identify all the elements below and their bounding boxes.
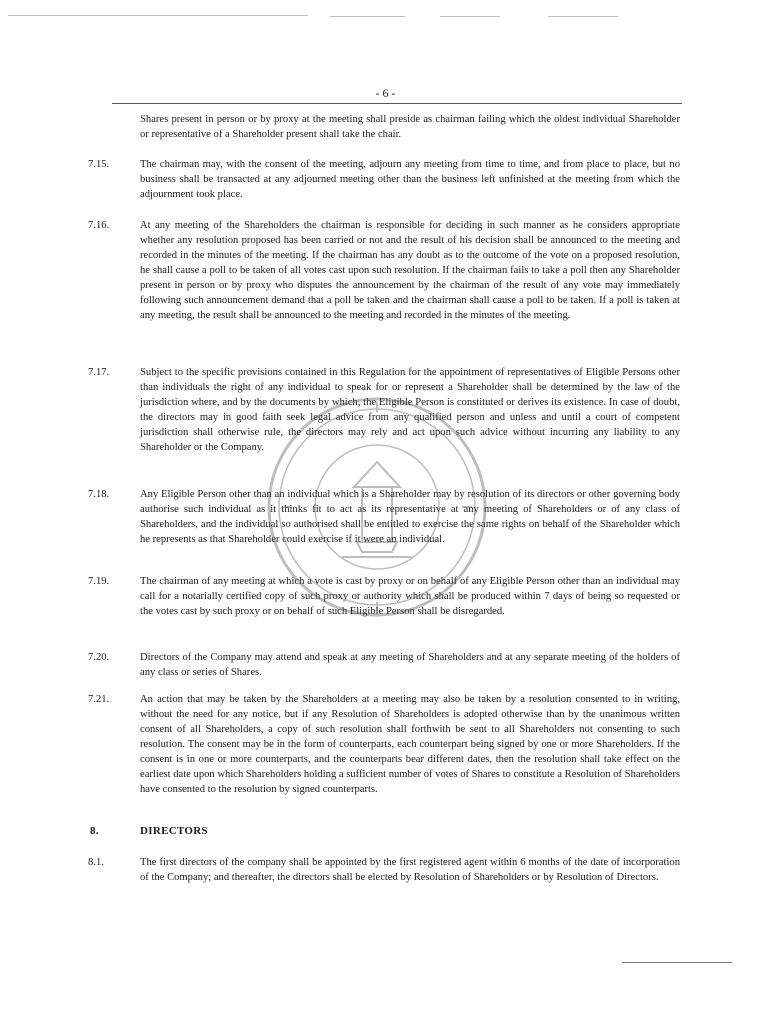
header-rule [112,103,682,104]
clause-text: Subject to the specific provisions contained in this Regulation for the appointment of representatives of Eligible Persons other than individuals the right of any individual to speak for or represent a Shareholder shall be determined by the law of the jurisdiction where, and by the documents by which, the Eligible Person is constituted or derives its existence. In case of doubt, the directors may in good faith seek legal advice from any qualified person and unless and until a court of competent jurisdiction shall otherwise rule, the directors may rely and act upon such advice without incurring any liability to any Shareholder or the Company. [140,367,680,453]
clause-text: At any meeting of the Shareholders the chairman is responsible for deciding in such manner as he considers appropriate whether any resolution proposed has been carried or not and the result of his decision shall be announced to the meeting and recorded in the minutes of the meeting. If the chairman has any doubt as to the outcome of the vote on a proposed resolution, he shall cause a poll to be taken of all votes cast upon such resolution. If the chairman fails to take a poll then any Shareholder present in person or by proxy who disputes the announcement by the chairman of the result of any vote may immediately following such announcement demand that a poll be taken and the chairman shall cause a poll to be taken. If a poll is taken at any meeting, the result shall be announced to the meeting and recorded in the minutes of the meeting. [140,220,680,321]
scan-artifact-line [330,16,405,17]
page-number: - 6 - [375,86,396,100]
clause-text: Directors of the Company may attend and speak at any meeting of Shareholders and at any separate meeting of the holders of any class or series of Shares. [140,652,680,678]
intro-paragraph: Shares present in person or by proxy at the meeting shall preside as chairman failing which the oldest individual Shareholder or representative of a Shareholder present shall take the chair. [140,114,680,140]
clause-text: The chairman of any meeting at which a vote is cast by proxy or on behalf of any Eligible Person other than an individual may call for a notarially certified copy of such proxy or authority which shall be produced within 7 days of being so requested or the votes cast by such proxy or on behalf of such Eligible Person shall be disregarded. [140,576,680,617]
section-number: 8. [90,825,99,837]
section-heading: DIRECTORS [140,825,208,837]
clause-number: 7.16. [88,220,110,231]
clause-number: 7.18. [88,489,110,500]
clause-number: 7.15. [88,159,110,170]
clause-number: 7.17. [88,367,110,378]
scan-artifact-line [8,15,308,16]
clause-text: An action that may be taken by the Shareholders at a meeting may also be taken by a resolution consented to in writing, without the need for any notice, but if any Resolution of Shareholders is adopted otherwise than by the unanimous written consent of all Shareholders, a copy of such resolution shall forthwith be sent to all Shareholders not consenting to such resolution. The consent may be in the form of counterparts, each counterpart being signed by one or more Shareholders. If the consent is in one or more counterparts, and the counterparts bear different dates, then the resolution shall take effect on the earliest date upon which Shareholders holding a sufficient number of votes of Shares to constitute a Resolution of Shareholders have consented to the resolution by signed counterparts. [140,694,680,795]
clause-number: 7.21. [88,694,110,705]
scan-artifact-line [548,16,618,17]
clause-number: 8.1. [88,857,104,868]
clause-text: The chairman may, with the consent of the meeting, adjourn any meeting from time to time, and from place to place, but no business shall be transacted at any adjourned meeting other than the business left unfinished at the meeting from which the adjournment took place. [140,159,680,200]
footer-rule [622,962,732,963]
clause-text: The first directors of the company shall be appointed by the first registered agent within 6 months of the date of incorporation of the Company; and thereafter, the directors shall be elected by Resolution of Shareholders or by Resolution of Directors. [140,857,680,883]
scan-artifact-line [440,16,500,17]
clause-text: Any Eligible Person other than an individual which is a Shareholder may by resolution of its directors or other governing body authorise such individual as it thinks fit to act as its representative at any meeting of Shareholders or of any class of Shareholders, and the individual so authorised shall be entitled to exercise the same rights on behalf of the Shareholder which he represents as that Shareholder could exercise if it were an individual. [140,489,680,545]
clause-number: 7.19. [88,576,110,587]
clause-number: 7.20. [88,652,110,663]
